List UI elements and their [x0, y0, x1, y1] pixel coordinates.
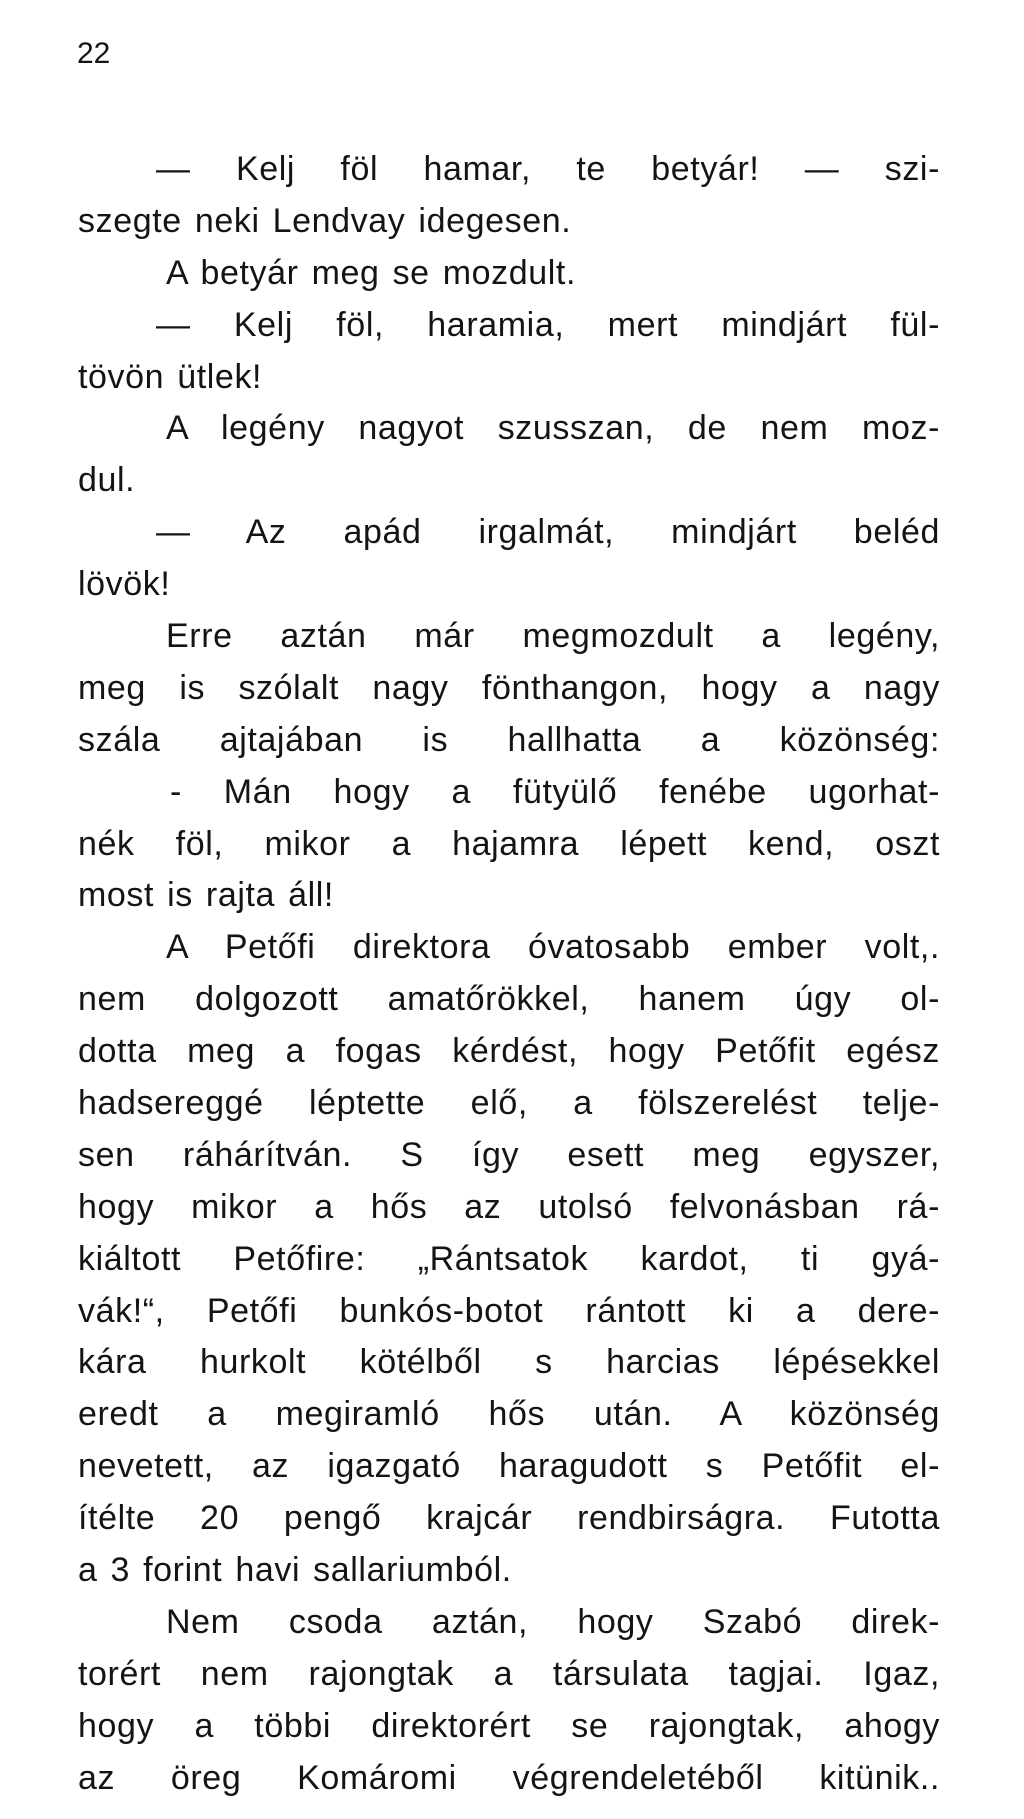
text-line: kára hurkolt kötélből s harcias lépésekkel: [78, 1343, 940, 1382]
text-line: - Mán hogy a fütyülő fenébe ugorhat-: [170, 772, 940, 811]
text-line: dotta meg a fogas kérdést, hogy Petőfit egész: [78, 1032, 940, 1071]
text-line: kiáltott Petőfire: „Rántsatok kardot, ti gyá-: [78, 1239, 940, 1278]
page-number: 22: [77, 37, 111, 70]
text-line: a 3 forint havi sallariumból.: [78, 1551, 512, 1590]
text-line: dul.: [78, 461, 136, 500]
text-line: A betyár meg se mozdult.: [166, 253, 577, 292]
text-line: nevetett, az igazgató haragudott s Petőfit el-: [78, 1447, 940, 1486]
text-line: eredt a megiramló hős után. A közönség: [78, 1395, 940, 1434]
text-line: sen ráhárítván. S így esett meg egyszer,: [78, 1135, 940, 1174]
text-line: Erre aztán már megmozdult a legény,: [166, 617, 940, 656]
text-line: tövön ütlek!: [78, 357, 263, 396]
text-line: most is rajta áll!: [78, 876, 334, 915]
text-line: — Kelj föl hamar, te betyár! — szi-: [156, 150, 940, 188]
text-line: meg is szólalt nagy fönthangon, hogy a nagy: [78, 668, 940, 707]
text-line: A Petőfi direktora óvatosabb ember volt,.: [166, 928, 940, 967]
text-line: az öreg Komáromi végrendeletéből kitünik..: [78, 1758, 940, 1797]
text-line: vák!“, Petőfi bunkós-botot rántott ki a dere-: [78, 1291, 940, 1330]
text-line: — Kelj föl, haramia, mert mindjárt fül-: [156, 305, 940, 344]
text-line: nem dolgozott amatőrökkel, hanem úgy ol-: [78, 980, 940, 1019]
text-line: Nem csoda aztán, hogy Szabó direk-: [166, 1602, 940, 1641]
text-line: hogy a többi direktorért se rajongtak, ahogy: [78, 1706, 940, 1745]
text-line: A legény nagyot szusszan, de nem moz-: [166, 409, 940, 448]
text-line: szegte neki Lendvay idegesen.: [78, 201, 572, 240]
text-line: lövök!: [78, 565, 171, 604]
text-line: hadsereggé léptette elő, a fölszerelést telje-: [78, 1084, 940, 1123]
text-line: — Az apád irgalmát, mindjárt beléd: [156, 513, 940, 552]
text-line: torért nem rajongtak a társulata tagjai. Igaz,: [78, 1654, 940, 1693]
text-line: hogy mikor a hős az utolsó felvonásban rá-: [78, 1187, 940, 1226]
text-line: ítélte 20 pengő krajcár rendbirságra. Futotta: [78, 1499, 940, 1538]
text-line: szála ajtajában is hallhatta a közönség:: [78, 720, 940, 759]
body-text: [78, 144, 940, 1805]
text-line: nék föl, mikor a hajamra lépett kend, oszt: [78, 824, 940, 863]
